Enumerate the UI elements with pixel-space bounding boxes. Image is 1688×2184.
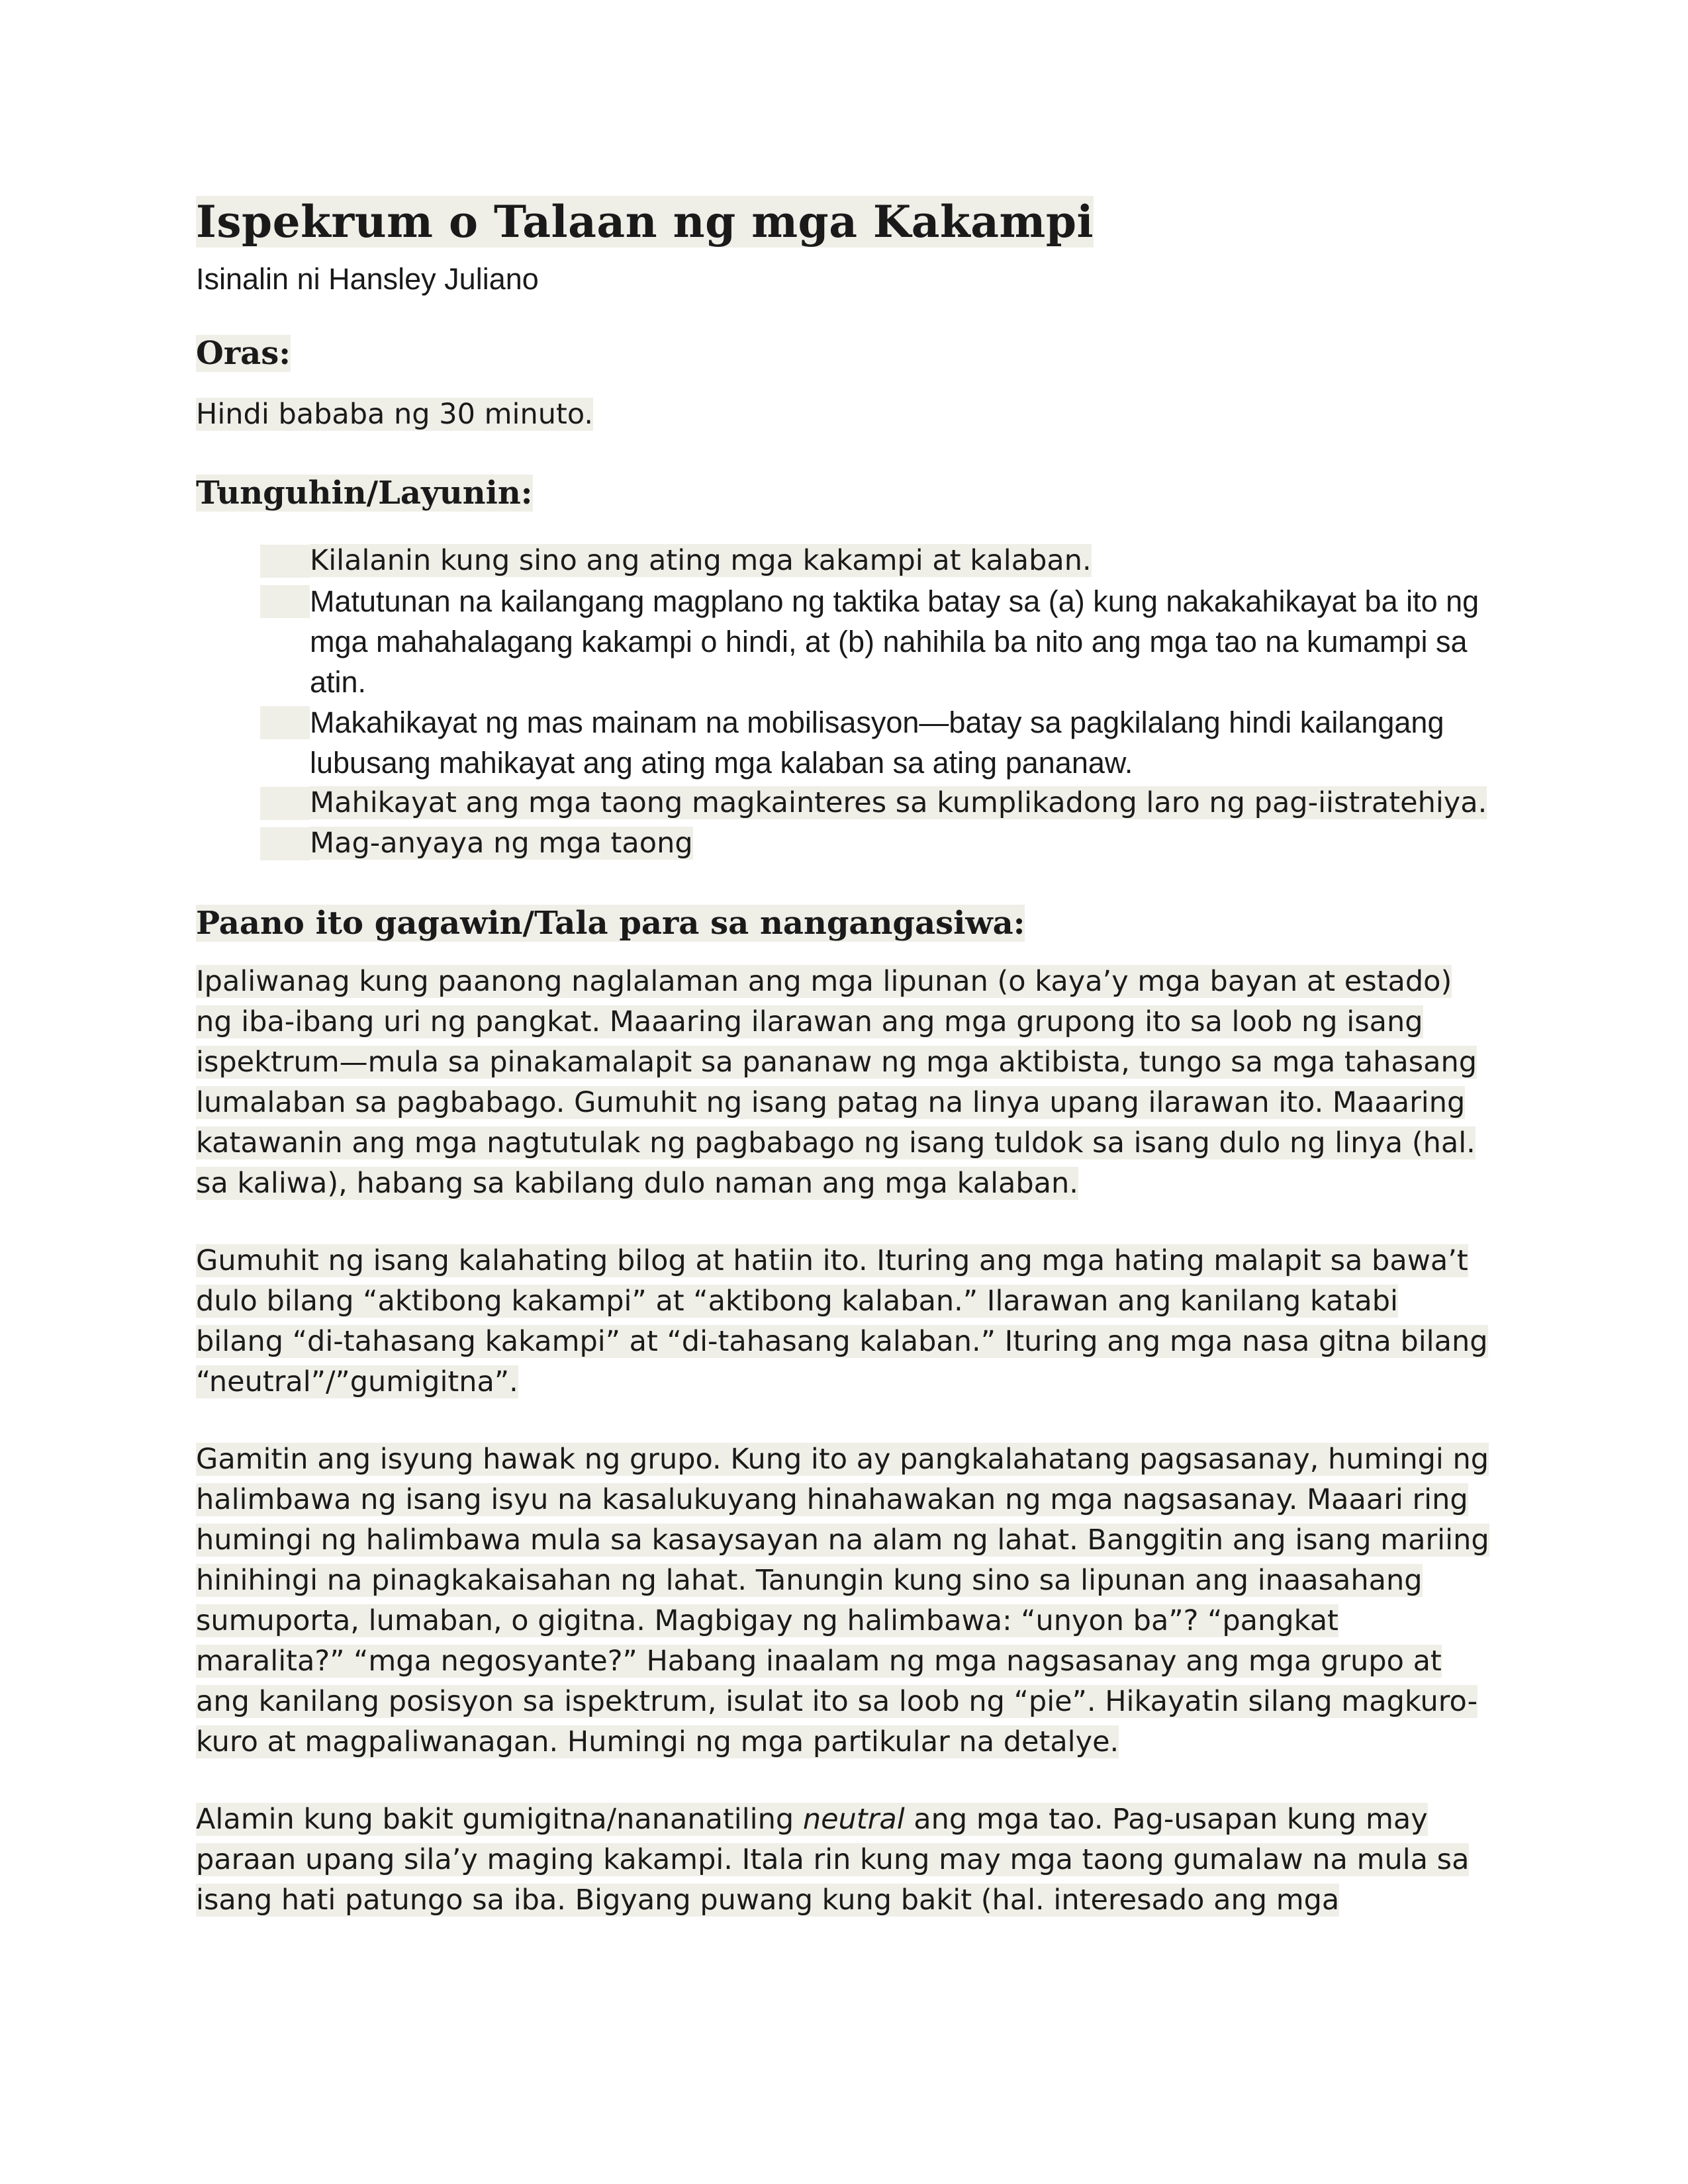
paragraph-2: Gumuhit ng isang kalahating bilog at hatiin ito. Ituring ang mga hating malapit sa bawa’t dulo bilang “aktibong kakampi” at “aktibong kalaban.” Ilarawan ang kanilang katabi bilang “di-tahasang kakampi” at “di-tahasang kalaban.” Ituring ang mga nasa gitna bilang “neutral”/”gumigitna”. <box>196 1244 1488 1398</box>
bullet-icon <box>260 585 310 618</box>
list-item: Mahikayat ang mga taong magkainteres sa kumplikadong laro ng pag-iistratehiya. <box>260 783 1493 823</box>
list-item: Makahikayat ng mas mainam na mobilisasyon—batay sa pagkilalang hindi kailangang lubusang mahikayat ang ating mga kalaban sa ating pananaw. <box>260 702 1493 783</box>
heading-tunguhin: Tunguhin/Layunin: <box>196 475 533 512</box>
list-item: Matutunan na kailangang magplano ng taktika batay sa (a) kung nakakahikayat ba ito ng mga mahahalagang kakampi o hindi, at (b) nahihila ba nito ang mga tao na kumampi sa atin. <box>260 581 1493 702</box>
oras-body: Hindi bababa ng 30 minuto. <box>196 398 594 431</box>
heading-oras: Oras: <box>196 335 291 372</box>
byline: Isinalin ni Hansley Juliano <box>196 262 539 296</box>
bullet-icon <box>260 787 310 820</box>
bullet-icon <box>260 706 310 739</box>
bullet-icon <box>260 827 310 860</box>
document-page <box>196 192 1493 1921</box>
heading-paano: Paano ito gagawin/Tala para sa nangangasiwa: <box>196 905 1025 942</box>
list-item: Mag-anyaya ng mga taong <box>260 823 1493 864</box>
paragraph-1: Ipaliwanag kung paanong naglalaman ang mga lipunan (o kaya’y mga bayan at estado) ng iba-ibang uri ng pangkat. Maaaring ilarawan ang mga grupong ito sa loob ng isang ispektrum—mula sa pinakamalapit sa pananaw ng mga aktibista, tungo sa mga tahasang lumalaban sa pagbabago. Gumuhit ng isang patag na linya upang ilarawan ito. Maaaring katawanin ang mga nagtutulak ng pagbabago ng isang tuldok sa isang dulo ng linya (hal. sa kaliwa), habang sa kabilang dulo naman ang mga kalaban. <box>196 965 1477 1200</box>
objectives-list <box>196 541 1493 864</box>
italic-neutral: neutral <box>802 1803 905 1836</box>
list-item: Kilalanin kung sino ang ating mga kakampi at kalaban. <box>260 541 1493 581</box>
bullet-icon <box>260 545 310 578</box>
paragraph-4: Alamin kung bakit gumigitna/nananatiling neutral ang mga tao. Pag-usapan kung may paraan upang sila’y maging kakampi. Itala rin kung may mga taong gumalaw na mula sa isang hati patungo sa iba. Bigyang puwang kung bakit (hal. interesado ang mga <box>196 1803 1470 1917</box>
page-title: Ispekrum o Talaan ng mga Kakampi <box>196 196 1094 248</box>
paragraph-3: Gamitin ang isyung hawak ng grupo. Kung ito ay pangkalahatang pagsasanay, humingi ng halimbawa ng isang isyu na kasalukuyang hinahawakan ng mga nagsasanay. Maaari ring humingi ng halimbawa mula sa kasaysayan na alam ng lahat. Banggitin ang isang mariing hinihingi na pinagkakaisahan ng lahat. Tanungin kung sino sa lipunan ang inaasahang sumuporta, lumaban, o gigitna. Magbigay ng halimbawa: “unyon ba”? “pangkat maralita?” “mga negosyante?” Habang inaalam ng mga nagsasanay ang mga grupo at ang kanilang posisyon sa ispektrum, isulat ito sa loob ng “pie”. Hikayatin silang magkuro-kuro at magpaliwanagan. Humingi ng mga partikular na detalye. <box>196 1443 1489 1758</box>
